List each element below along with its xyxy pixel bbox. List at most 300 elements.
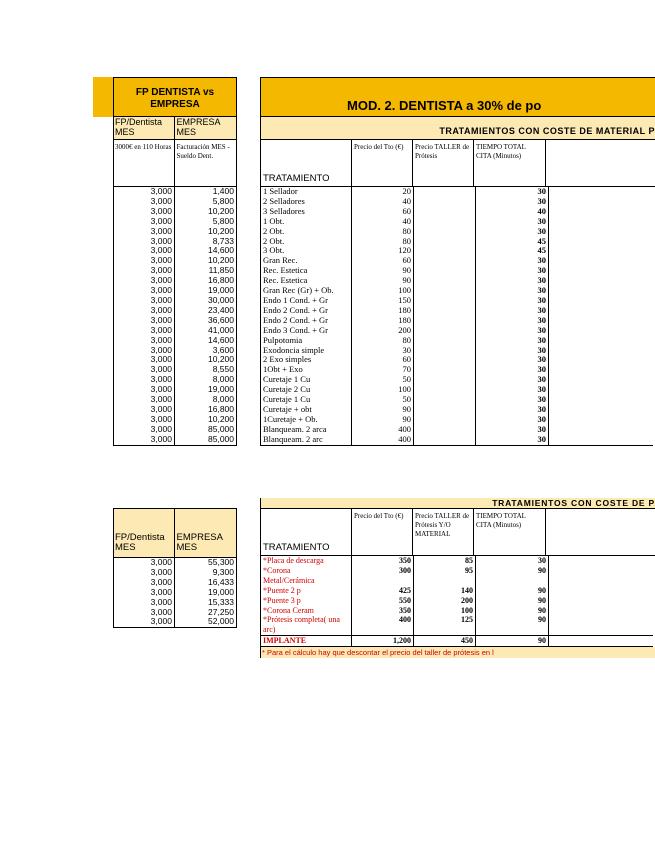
right_table1-row [261,306,654,316]
left2-empresa-value: 19,000 [208,587,234,597]
left1-fp-value: 3,000 [114,187,175,197]
right_table1-tiempo: 30 [476,336,549,346]
right_table2-trat: *Placa de descarga [261,556,352,566]
right_table1-taller [414,256,476,266]
right_table1-filler [549,256,654,266]
right_table1-precio: 90 [352,276,414,286]
left1-empresa-value: 41,000 [208,325,234,335]
left-table-1 [113,117,237,446]
right_table1-taller [414,306,476,316]
left1-empresa-value: 10,200 [208,256,234,266]
left2-col1-header: FP/Dentista MES [114,509,175,557]
right_table1-tiempo: 30 [476,266,549,276]
right_table1-filler [549,227,654,237]
right_table1-precio: 90 [352,415,414,425]
right_table1-taller [414,425,476,435]
left1-row [114,326,237,336]
left2-row [114,568,237,578]
right_table2-tiempo [476,625,549,635]
right_table1-trat: Endo 2 Cond. + Gr [261,316,352,326]
right_table1-taller [414,326,476,336]
right_table1-taller [414,336,476,346]
left1-fp-value: 3,000 [114,256,175,266]
right_table2-filler [549,566,654,576]
left1-empresa-value: 5,800 [212,196,234,206]
left1-fp-value: 3,000 [114,286,175,296]
right_table1-row [261,266,654,276]
right_table2-taller: 95 [414,566,476,576]
right_table1-trat: Endo 2 Cond. + Gr [261,306,352,316]
right_table1-trat: Rec. Estetica [261,276,352,286]
right_table2-row [261,576,654,586]
right_table1-precio: 20 [352,187,414,197]
right_table2-taller: 85 [414,556,476,566]
right_table1-tiempo: 30 [476,316,549,326]
right1-col-trat: TRATAMIENTO [261,140,352,186]
left1-subheader-1: 3000€ en 110 Horas [114,140,175,186]
right_table2-precio: 350 [352,606,414,616]
right_table1-taller [414,187,476,197]
right_table1-taller [414,266,476,276]
left1-empresa-value: 3,600 [212,345,234,355]
right_table1-filler [549,405,654,415]
right_table2-filler [549,615,654,625]
right_table1-taller [414,227,476,237]
right_table2-precio [352,576,414,586]
left1-fp-value: 3,000 [114,415,175,425]
left1-fp-value: 3,000 [114,346,175,356]
right_table1-precio: 90 [352,405,414,415]
left1-empresa-value: 85,000 [208,434,234,444]
right_table1-filler [549,296,654,306]
left1-empresa-value: 36,600 [208,315,234,325]
right_table2-taller: 140 [414,586,476,596]
right_table1-tiempo: 30 [476,346,549,356]
right_table1-taller [414,197,476,207]
right_table1-trat: Endo 1 Cond. + Gr [261,296,352,306]
right_table1-tiempo: 30 [476,256,549,266]
right_table1-row [261,405,654,415]
left1-empresa-value: 14,600 [208,335,234,345]
right_table1-filler [549,435,654,445]
right_table1-taller [414,405,476,415]
right_table1-tiempo: 30 [476,375,549,385]
right_table2-tiempo: 90 [476,606,549,616]
footnote: * Para el cálculo hay que descontar el precio del taller de prótesis en l [260,647,655,658]
right_table1-precio: 120 [352,246,414,256]
right_table1-precio: 180 [352,316,414,326]
left1-row [114,346,237,356]
right_table1-taller [414,346,476,356]
left2-fp-value: 3,000 [114,598,175,608]
right_table2-row [261,625,654,635]
right1-col-taller: Precio TALLER de Prótesis [413,140,474,186]
right_table1-taller [414,286,476,296]
right_table2-filler [549,636,654,647]
right_table1-filler [549,197,654,207]
right_table1-precio: 70 [352,365,414,375]
right_table2-tiempo: 90 [476,636,549,647]
right_table1-row [261,256,654,266]
left1-fp-value: 3,000 [114,306,175,316]
right_table2-trat: *Corona [261,566,352,576]
right_table1-precio: 40 [352,217,414,227]
right_table1-filler [549,355,654,365]
left1-row [114,306,237,316]
right_table1-taller [414,237,476,247]
left1-fp-value: 3,000 [114,425,175,435]
right_table1-tiempo: 30 [476,286,549,296]
left1-row [114,276,237,286]
left2-row [114,598,237,608]
right1-rows [260,187,653,446]
right_table1-row [261,355,654,365]
left1-empresa-value: 23,400 [208,305,234,315]
right_table1-tiempo: 45 [476,237,549,247]
left-table-2 [113,508,237,628]
right_table1-precio: 150 [352,296,414,306]
right_table1-row [261,246,654,256]
left1-row [114,405,237,415]
right_table1-precio: 100 [352,385,414,395]
left1-fp-value: 3,000 [114,296,175,306]
left-title-box [113,77,237,117]
right_table1-trat: Gran Rec. [261,256,352,266]
right_table1-trat: Exodoncia simple [261,346,352,356]
right_table1-row [261,395,654,405]
left-title-line2: EMPRESA [150,99,200,110]
right_table1-precio: 50 [352,375,414,385]
right_table1-taller [414,276,476,286]
left2-row [114,588,237,598]
right_table1-tiempo: 30 [476,217,549,227]
left2-empresa-value: 9,300 [212,567,234,577]
right1-col-precio: Precio del Tto (€) [352,140,413,186]
right_table1-tiempo: 30 [476,227,549,237]
right_table1-trat: 2 Obt. [261,227,352,237]
right_table1-row [261,237,654,247]
left1-empresa-value: 5,800 [212,216,234,226]
left1-empresa-value: 1,400 [212,187,234,196]
right_table1-tiempo: 30 [476,187,549,197]
right-table-2 [260,498,655,658]
right_table1-filler [549,365,654,375]
right_table1-tiempo: 30 [476,405,549,415]
right_table1-filler [549,217,654,227]
left1-fp-value: 3,000 [114,266,175,276]
right_table1-tiempo: 30 [476,395,549,405]
right_table1-trat: Blanqueam. 2 arc [261,435,352,445]
left2-fp-value: 3,000 [114,578,175,588]
left1-row [114,336,237,346]
right1-col-tiempo: TIEMPO TOTAL CITA (Minutos) [474,140,546,186]
left1-fp-value: 3,000 [114,217,175,227]
right_table1-trat: Gran Rec (Gr) + Ob. [261,286,352,296]
left1-row [114,395,237,405]
right_table2-row [261,566,654,576]
right_table1-trat: 1Curetaje + Ob. [261,415,352,425]
right_table1-filler [549,306,654,316]
left2-fp-value: 3,000 [114,617,175,627]
right_table1-precio: 400 [352,425,414,435]
right2-col-trat: TRATAMIENTO [261,509,352,555]
left1-fp-value: 3,000 [114,246,175,256]
right_table1-trat: 1 Obt. [261,217,352,227]
right_table1-filler [549,336,654,346]
right2-col-tiempo: TIEMPO TOTAL CITA (Minutos) [474,509,546,555]
right_table1-precio: 80 [352,237,414,247]
left1-empresa-value: 10,200 [208,414,234,424]
right_table1-row [261,435,654,445]
right_table2-trat: arc) [261,625,352,635]
left1-rows [113,187,237,446]
right_table1-row [261,227,654,237]
right_table1-row [261,346,654,356]
left2-fp-value: 3,000 [114,588,175,598]
right_table2-row [261,636,654,647]
left1-row [114,286,237,296]
right_table2-tiempo: 90 [476,586,549,596]
right_table2-precio: 425 [352,586,414,596]
right_table2-trat: Metal/Cerámica [261,576,352,586]
right_table1-tiempo: 30 [476,276,549,286]
left1-fp-value: 3,000 [114,365,175,375]
right_table1-row [261,336,654,346]
right_table1-taller [414,355,476,365]
left1-row [114,365,237,375]
right_table2-tiempo: 30 [476,556,549,566]
right_table2-taller: 450 [414,636,476,647]
right_table1-taller [414,365,476,375]
right_table1-trat: Curetaje 2 Cu [261,385,352,395]
left1-empresa-value: 14,600 [208,246,234,256]
left2-fp-value: 3,000 [114,558,175,568]
right_table1-row [261,415,654,425]
left1-fp-value: 3,000 [114,326,175,336]
left1-fp-value: 3,000 [114,227,175,237]
left1-fp-value: 3,000 [114,405,175,415]
left1-row [114,256,237,266]
right_table1-trat: Curetaje 1 Cu [261,375,352,385]
right_table2-trat: *Puente 3 p [261,596,352,606]
right_table1-precio: 60 [352,256,414,266]
right_table1-filler [549,415,654,425]
right_table1-precio: 90 [352,266,414,276]
right_table2-trat: *Corona Ceram [261,606,352,616]
left1-row [114,355,237,365]
right_table1-precio: 30 [352,346,414,356]
right_table1-row [261,217,654,227]
right_table1-row [261,425,654,435]
right_table2-taller: 125 [414,615,476,625]
right_table1-tiempo: 45 [476,246,549,256]
right_table2-precio [352,625,414,635]
left2-empresa-value: 15,333 [208,597,234,607]
left1-row [114,197,237,207]
right_table1-tiempo: 30 [476,326,549,336]
right2-col-taller: Precio TALLER de Prótesis Y/O MATERIAL [413,509,474,555]
right_table1-taller [414,375,476,385]
right_table1-precio: 80 [352,336,414,346]
left1-empresa-value: 19,000 [208,385,234,395]
right_table1-trat: Pulpotomia [261,336,352,346]
right_table1-filler [549,187,654,197]
right_table1-filler [549,207,654,217]
left2-row [114,578,237,588]
right_table1-filler [549,375,654,385]
left1-empresa-value: 8,733 [212,236,234,246]
left1-empresa-value: 30,000 [208,295,234,305]
right_table1-trat: 1 Sellador [261,187,352,197]
left1-empresa-value: 85,000 [208,424,234,434]
right_table2-row [261,556,654,566]
right_table1-row [261,187,654,197]
right_table2-filler [549,606,654,616]
right_table1-taller [414,246,476,256]
left2-empresa-value: 52,000 [208,617,234,627]
right_table1-row [261,296,654,306]
left1-fp-value: 3,000 [114,395,175,405]
right_table1-filler [549,237,654,247]
right_table1-trat: Curetaje 1 Cu [261,395,352,405]
right_table1-precio: 50 [352,395,414,405]
right_table1-filler [549,266,654,276]
left1-col2-header: EMPRESA MES [176,117,221,137]
right_table1-precio: 40 [352,197,414,207]
right_table1-precio: 60 [352,355,414,365]
left1-empresa-value: 10,200 [208,355,234,365]
right_table1-tiempo: 30 [476,425,549,435]
left1-empresa-value: 10,200 [208,226,234,236]
left1-row [114,207,237,217]
right_table1-filler [549,385,654,395]
right-title-bar [260,77,655,117]
left-title-line1: FP DENTISTA vs [135,87,215,98]
right_table1-row [261,365,654,375]
right_table2-row [261,596,654,606]
right_table2-trat: *Prótesis completa( una [261,615,352,625]
left1-row [114,227,237,237]
left1-fp-value: 3,000 [114,207,175,217]
right_table2-taller [414,576,476,586]
left1-col1-header: FP/Dentista MES [114,117,175,139]
left1-empresa-value: 8,000 [212,395,234,405]
left1-fp-value: 3,000 [114,316,175,326]
right_table1-precio: 60 [352,207,414,217]
left1-fp-value: 3,000 [114,336,175,346]
right_table1-tiempo: 30 [476,415,549,425]
right_table1-trat: 3 Obt. [261,246,352,256]
right_table1-tiempo: 30 [476,385,549,395]
left1-empresa-value: 8,000 [212,375,234,385]
left2-col2-header: EMPRESA MES [176,532,223,553]
left1-fp-value: 3,000 [114,435,175,445]
left1-fp-value: 3,000 [114,237,175,247]
right_table2-row [261,615,654,625]
right_table2-trat: *Puente 2 p [261,586,352,596]
left1-fp-value: 3,000 [114,197,175,207]
left2-fp-value: 3,000 [114,608,175,618]
right_table2-filler [549,556,654,566]
right_table1-trat: 2 Exo simples [261,355,352,365]
left2-empresa-value: 27,250 [208,607,234,617]
right_table1-tiempo: 30 [476,365,549,375]
right_table1-row [261,207,654,217]
right_table2-precio: 1,200 [352,636,414,647]
right_table1-trat: 2 Obt. [261,237,352,247]
right_table2-filler [549,596,654,606]
right_table2-filler [549,625,654,635]
right_table2-tiempo: 90 [476,566,549,576]
right_table2-row [261,586,654,596]
right_table1-precio: 80 [352,227,414,237]
left1-row [114,296,237,306]
right_table1-trat: Blanqueam. 2 arca [261,425,352,435]
right_table1-trat: Rec. Estetica [261,266,352,276]
left1-row [114,425,237,435]
right_table2-tiempo: 90 [476,615,549,625]
left1-empresa-value: 11,850 [208,266,234,276]
right_table1-precio: 200 [352,326,414,336]
left1-row [114,237,237,247]
right_table1-row [261,286,654,296]
left2-fp-value: 3,000 [114,568,175,578]
right_table1-taller [414,435,476,445]
left1-empresa-value: 10,200 [208,206,234,216]
left1-empresa-value: 16,800 [208,276,234,286]
left1-row [114,375,237,385]
right_table1-filler [549,246,654,256]
right_table1-trat: 1Obt + Exo [261,365,352,375]
left-accent-bar [93,77,113,117]
left1-row [114,316,237,326]
right_table1-filler [549,326,654,336]
right_table1-row [261,197,654,207]
left1-fp-value: 3,000 [114,276,175,286]
right_table1-filler [549,395,654,405]
right_table1-trat: Curetaje + obt [261,405,352,415]
left1-row [114,385,237,395]
right_table2-precio: 400 [352,615,414,625]
right_table2-taller: 200 [414,596,476,606]
right_table1-tiempo: 30 [476,306,549,316]
left1-empresa-value: 19,000 [208,286,234,296]
left1-row [114,246,237,256]
right_table1-filler [549,425,654,435]
right_table1-precio: 400 [352,435,414,445]
right_table1-tiempo: 30 [476,355,549,365]
right_table1-row [261,316,654,326]
right_table1-tiempo: 30 [476,197,549,207]
left1-row [114,266,237,276]
left2-row [114,608,237,618]
right_table1-row [261,276,654,286]
right-title: MOD. 2. DENTISTA a 30% de po [347,98,542,113]
left2-row [114,617,237,627]
right_table2-precio: 300 [352,566,414,576]
right_table1-trat: Endo 3 Cond. + Gr [261,326,352,336]
left1-fp-value: 3,000 [114,385,175,395]
right2-col-precio: Precio del Tto (€) [352,509,413,555]
right_table2-taller: 100 [414,606,476,616]
right_table2-row [261,606,654,616]
right2-rows [260,556,653,647]
right_table1-filler [549,316,654,326]
right_table1-row [261,385,654,395]
right_table2-filler [549,576,654,586]
right_table1-precio: 100 [352,286,414,296]
right_table1-trat: 2 Selladores [261,197,352,207]
